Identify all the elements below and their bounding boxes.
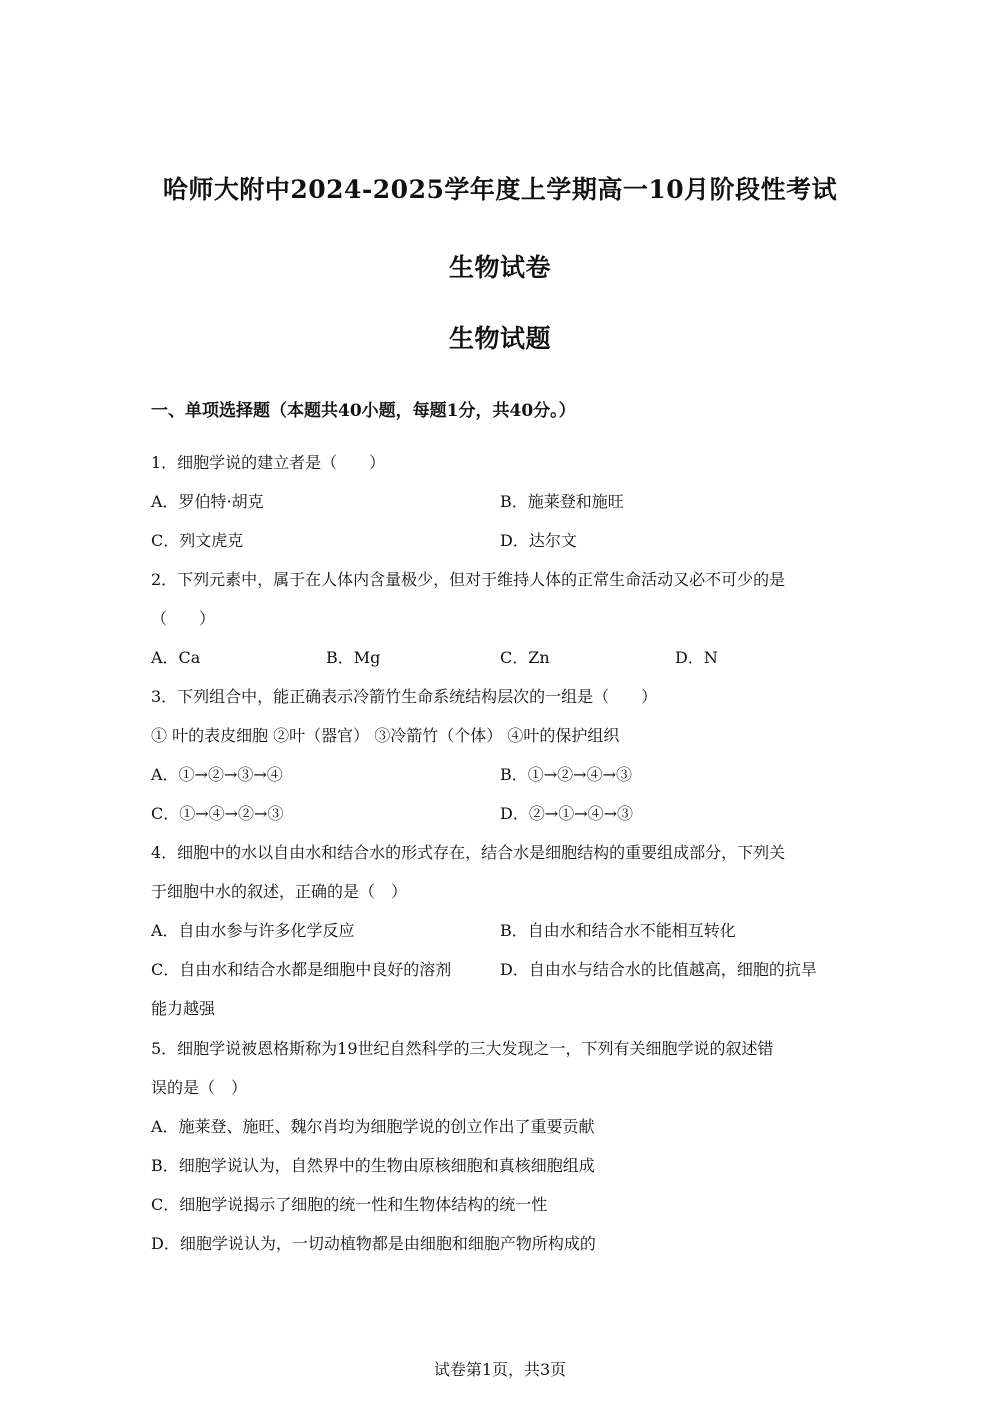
exam-title: 哈师大附中2024-2025学年度上学期高一10月阶段性考试 (162, 175, 838, 204)
question-2-option-a: A．Ca (151, 648, 201, 667)
question-3-items: ① 叶的表皮细胞 ②叶（器官） ③冷箭竹（个体） ④叶的保护组织 (151, 726, 620, 745)
question-3-option-c: C．①→④→②→③ (151, 804, 284, 823)
question-4-option-c: C．自由水和结合水都是细胞中良好的溶剂 (151, 960, 452, 979)
question-4-option-d: D．自由水与结合水的比值越高，细胞的抗旱 (500, 960, 817, 979)
section-heading: 一、单项选择题（本题共40小题，每题1分，共40分。） (151, 401, 576, 421)
exam-subtitle: 生物试卷 (448, 253, 551, 282)
question-5-stem: 5．细胞学说被恩格斯称为19世纪自然科学的三大发现之一，下列有关细胞学说的叙述错 (151, 1039, 774, 1058)
question-5-option-a: A．施莱登、施旺、魏尔肖均为细胞学说的创立作出了重要贡献 (151, 1117, 595, 1136)
question-1-option-d: D．达尔文 (500, 531, 577, 550)
question-2-stem: 2．下列元素中，属于在人体内含量极少，但对于维持人体的正常生命活动又必不可少的是 (151, 570, 786, 589)
question-4-stem: 4．细胞中的水以自由水和结合水的形式存在，结合水是细胞结构的重要组成部分，下列关 (151, 843, 786, 862)
question-3-option-a: A．①→②→③→④ (151, 765, 283, 784)
question-5-option-b: B．细胞学说认为，自然界中的生物由原核细胞和真核细胞组成 (151, 1156, 595, 1175)
question-2-option-c: C．Zn (500, 648, 550, 667)
question-1-option-c: C．列文虎克 (151, 531, 244, 550)
question-2-option-d: D．N (675, 648, 718, 667)
question-1-option-b: B．施莱登和施旺 (500, 492, 624, 511)
question-5-option-c: C．细胞学说揭示了细胞的统一性和生物体结构的统一性 (151, 1195, 548, 1214)
question-3-stem: 3．下列组合中，能正确表示冷箭竹生命系统结构层次的一组是（ ） (151, 687, 658, 706)
question-4-stem-line-2: 于细胞中水的叙述，正确的是（ ） (151, 882, 408, 901)
page-footer: 试卷第1页，共3页 (433, 1360, 567, 1379)
question-3-option-b: B．①→②→④→③ (500, 765, 632, 784)
question-4-option-d-continuation: 能力越强 (151, 999, 216, 1018)
question-1-stem: 1．细胞学说的建立者是（ ） (151, 453, 386, 472)
question-4-option-b: B．自由水和结合水不能相互转化 (500, 921, 736, 940)
question-4-option-a: A．自由水参与许多化学反应 (151, 921, 355, 940)
exam-subtitle-2: 生物试题 (448, 324, 551, 353)
question-2-stem-line-2: （ ） (151, 609, 216, 628)
question-5-option-d: D．细胞学说认为，一切动植物都是由细胞和细胞产物所构成的 (151, 1234, 596, 1253)
question-2-option-b: B．Mg (326, 648, 381, 667)
question-3-option-d: D．②→①→④→③ (500, 804, 634, 823)
question-1-option-a: A．罗伯特·胡克 (151, 492, 264, 511)
question-5-stem-line-2: 误的是（ ） (151, 1078, 248, 1097)
